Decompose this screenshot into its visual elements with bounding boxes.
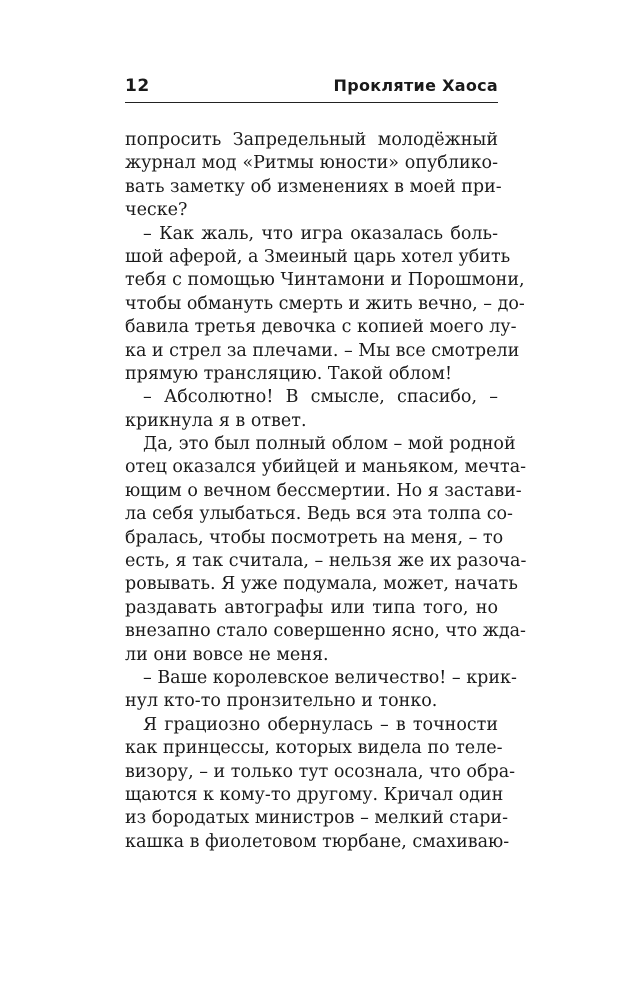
- text-line: из бородатых министров – мелкий стари-: [125, 808, 508, 829]
- text-line: бралась, чтобы посмотреть на меня, – то: [125, 527, 504, 548]
- text-line: бавила третья девочка с копией моего лу-: [125, 317, 517, 338]
- text-line: как принцессы, которых видела по теле-: [125, 738, 503, 759]
- text-line: чтобы обмануть смерть и жить вечно, – до-: [125, 293, 525, 314]
- text-line: прямую трансляцию. Такой облом!: [125, 363, 453, 384]
- text-line: есть, я так считала, – нельзя же их разоча-: [125, 551, 527, 572]
- text-line: ющим о вечном бессмертии. Но я застави-: [125, 480, 522, 501]
- text-line: внезапно стало совершенно ясно, что жда-: [125, 621, 526, 642]
- text-line: ровывать. Я уже подумала, может, начать: [125, 574, 518, 595]
- running-title: Проклятие Хаоса: [333, 76, 498, 95]
- text-line: раздавать автографы или типа того, но: [125, 597, 498, 618]
- text-line: – Ваше королевское величество! – крик-: [143, 667, 517, 688]
- text-line: попросить Запредельный молодёжный: [125, 130, 498, 150]
- text-line: ка и стрел за плечами. – Мы все смотрели: [125, 340, 520, 361]
- text-line: Да, это был полный облом – мой родной: [143, 434, 516, 455]
- text-line: шой аферой, а Змеиный царь хотел убить: [125, 246, 511, 267]
- text-line: ли они вовсе не меня.: [125, 644, 329, 665]
- text-line: отец оказался убийцей и маньяком, мечта-: [125, 457, 527, 478]
- text-line: нул кто-то пронзительно и тонко.: [125, 691, 438, 712]
- text-line: кашка в фиолетовом тюрбане, смахиваю-: [125, 831, 510, 852]
- text-line: вать заметку об изменениях в моей при-: [125, 176, 502, 197]
- text-line: крикнула я в ответ.: [125, 410, 307, 431]
- text-line: ческе?: [125, 200, 188, 221]
- text-line: журнал мод «Ритмы юности» опублико-: [125, 153, 498, 174]
- text-line: – Как жаль, что игра оказалась боль-: [143, 223, 498, 244]
- body-text: [125, 129, 527, 854]
- text-line: ла себя улыбаться. Ведь вся эта толпа со-: [125, 504, 513, 525]
- page-number: 12: [125, 76, 150, 96]
- text-line: тебя с помощью Чинтамони и Порошмони,: [125, 270, 525, 291]
- text-line: – Абсолютно! В смысле, спасибо, –: [143, 387, 498, 408]
- text-line: Я грациозно обернулась – в точности: [143, 714, 498, 735]
- text-line: визору, – и только тут осознала, что обра-: [125, 761, 516, 782]
- page-header: [125, 72, 498, 103]
- text-line: щаются к кому-то другому. Кричал один: [125, 784, 504, 805]
